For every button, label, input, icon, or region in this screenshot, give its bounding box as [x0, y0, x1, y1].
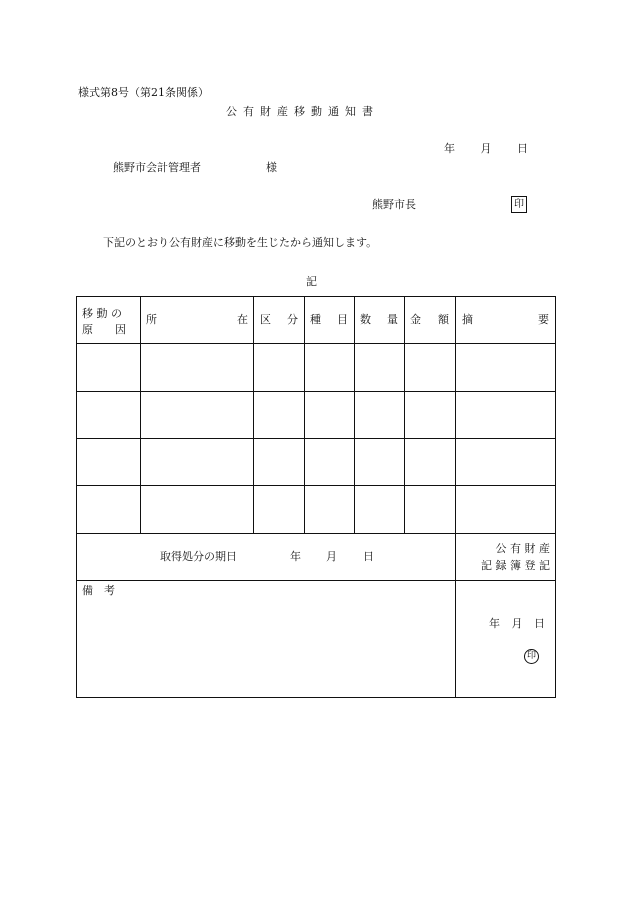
body-text: 下記のとおり公有財産に移動を生じたから通知します。: [103, 236, 378, 249]
header-category-right: 分: [287, 313, 298, 326]
header-summary-right: 要: [538, 313, 549, 326]
header-location: [146, 314, 248, 325]
form-number: 様式第8号（第21条関係）: [78, 86, 209, 99]
header-type-right: 目: [337, 313, 348, 326]
row-divider: [76, 343, 556, 344]
col-divider: [455, 296, 456, 698]
header-quantity-left: 数: [360, 313, 371, 326]
registry-seal: 印: [524, 649, 539, 664]
row-divider: [76, 485, 556, 486]
header-cause-line2: 原 因: [82, 323, 126, 336]
remarks-label: 備 考: [82, 584, 115, 597]
transfer-table: [76, 296, 556, 698]
seal-mark: 印: [511, 196, 527, 213]
registry-date: 年 月 日: [489, 617, 545, 630]
header-category: [260, 314, 298, 325]
col-divider: [304, 296, 305, 533]
header-type-left: 種: [310, 313, 321, 326]
header-location-right: 在: [237, 313, 248, 326]
header-amount: [410, 314, 449, 325]
table-border: [76, 296, 556, 698]
col-divider: [354, 296, 355, 533]
header-cause-line1: 移 動 の: [82, 307, 122, 320]
sender: 熊野市長: [372, 198, 416, 211]
col-divider: [404, 296, 405, 533]
header-quantity-right: 量: [387, 313, 398, 326]
header-category-left: 区: [260, 313, 271, 326]
acquisition-date-label: 取得処分の期日: [160, 550, 237, 563]
header-summary-left: 摘: [462, 313, 473, 326]
registry-line1: 公 有 財 産: [495, 542, 550, 555]
header-amount-left: 金: [410, 313, 421, 326]
row-divider: [76, 438, 556, 439]
ki-label: 記: [306, 275, 317, 288]
header-quantity: [360, 314, 398, 325]
header-location-left: 所: [146, 313, 157, 326]
header-cause: [82, 308, 135, 335]
addressee: 熊野市会計管理者: [113, 161, 201, 174]
addressee-suffix: 様: [266, 161, 277, 174]
header-amount-right: 額: [438, 313, 449, 326]
col-divider: [253, 296, 254, 533]
registry-line2: 記 録 簿 登 記: [481, 559, 550, 572]
document-title: 公有財産移動通知書: [226, 105, 379, 118]
col-divider: [140, 296, 141, 533]
header-summary: [462, 314, 549, 325]
row-divider: [76, 580, 556, 581]
header-type: [310, 314, 348, 325]
date-line: 年 月 日: [444, 142, 528, 155]
acquisition-day: 日: [363, 550, 374, 563]
row-divider: [76, 391, 556, 392]
acquisition-year: 年: [290, 550, 301, 563]
acquisition-month: 月: [326, 550, 337, 563]
row-divider: [76, 533, 556, 534]
